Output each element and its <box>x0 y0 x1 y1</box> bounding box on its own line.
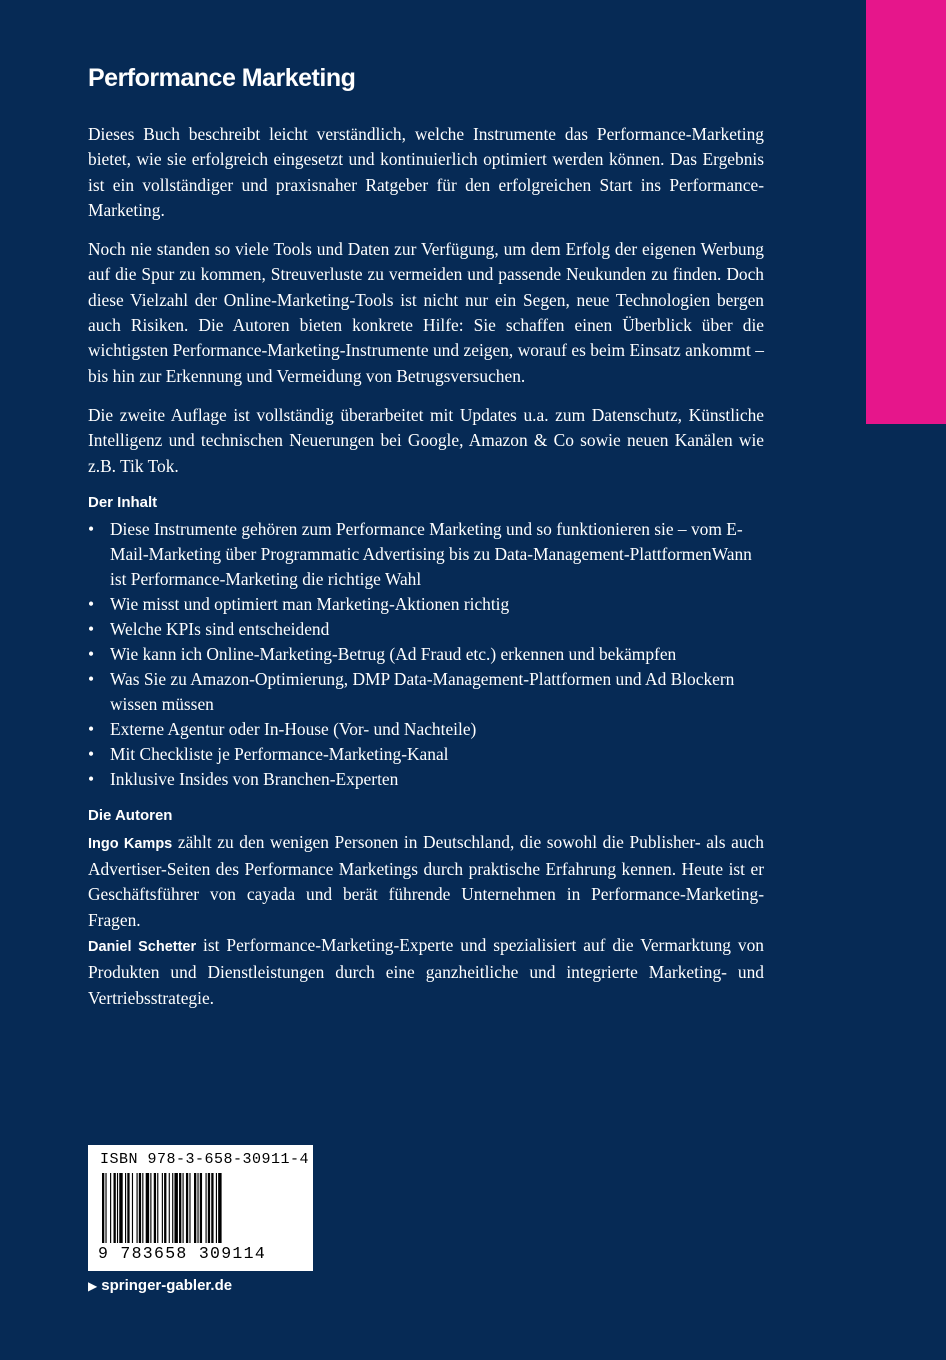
barcode-bar <box>132 1173 133 1243</box>
list-item: • Wie kann ich Online-Marketing-Betrug (Ad Fraud etc.) erkennen und bekämpfen <box>88 642 764 667</box>
barcode-bar <box>164 1173 166 1243</box>
barcode-bar <box>154 1173 156 1243</box>
isbn-barcode <box>88 1145 313 1271</box>
barcode-bar <box>179 1173 181 1243</box>
triangle-arrow-icon: ▶ <box>88 1279 98 1293</box>
barcode-bar <box>102 1173 104 1243</box>
list-item: • Externe Agentur oder In-House (Vor- und Nachteile) <box>88 717 764 742</box>
barcode-bar <box>189 1173 190 1243</box>
barcode-bar <box>162 1173 163 1243</box>
list-item: • Wie misst und optimiert man Marketing-Aktionen richtig <box>88 592 764 617</box>
isbn-label: ISBN 978-3-658-30911-4 <box>100 1151 310 1168</box>
barcode-bar <box>110 1173 111 1243</box>
list-item: • Inklusive Insides von Branchen-Experten <box>88 767 764 792</box>
barcode-bar <box>150 1173 151 1243</box>
back-cover-content <box>88 60 764 1011</box>
barcode-bar <box>174 1173 177 1243</box>
barcode-bar <box>137 1173 138 1243</box>
barcode-bar <box>117 1173 118 1243</box>
author-name: Ingo Kamps <box>88 835 173 852</box>
intro-paragraph-1: Dieses Buch beschreibt leicht verständlich, welche Instrumente das Performance-Marketing bietet, wie sie erfolgreich eingesetzt und kontinuierlich optimiert werden können. Das Ergebnis ist ein vollständiger und praxisnaher Ratgeber für den erfolgreichen Start ins Performance-Marketing. <box>88 124 764 220</box>
barcode-bar <box>169 1173 170 1243</box>
barcode-bar <box>216 1173 217 1243</box>
authors-heading: Die Autoren <box>88 806 173 824</box>
publisher-website <box>88 1276 232 1296</box>
barcode-bar <box>142 1173 143 1243</box>
book-title: Performance Marketing <box>88 64 356 92</box>
barcode-bar <box>157 1173 158 1243</box>
barcode-bar <box>218 1173 221 1243</box>
list-item: • Diese Instrumente gehören zum Performance Marketing und so funktionieren sie – vom E-Mail-Marketing über Programmatic Advertising bis zu Data-Management-PlattformenWann ist Performance-Marketing die richtige Wahl <box>88 517 764 592</box>
intro-paragraph-3: Die zweite Auflage ist vollständig überarbeitet mit Updates u.a. zum Datenschutz, Künstliche Intelligenz und technischen Neuerungen bei Google, Amazon & Co sowie neuen Kanälen wie z.B. Tik Tok. <box>88 404 764 476</box>
barcode-bar <box>125 1173 126 1243</box>
barcode-bar <box>197 1173 198 1243</box>
barcode-bar <box>208 1173 210 1243</box>
barcode-bars-graphic <box>98 1173 303 1245</box>
barcode-bar <box>114 1173 116 1243</box>
barcode-bar <box>194 1173 196 1243</box>
barcode-bar <box>146 1173 149 1243</box>
author-bio-text: ist Performance-Marketing-Experte und spezialisiert auf die Vermarktung von Produkten und Dienstleistungen durch eine ganzheitliche und integrierte Marketing- und Vertriebsstrategie. <box>88 935 764 1008</box>
contents-heading: Der Inhalt <box>88 493 158 511</box>
barcode-bar <box>183 1173 184 1243</box>
website-link-text: springer-gabler.de <box>101 1277 233 1294</box>
barcode-bar <box>211 1173 213 1243</box>
barcode-bar <box>127 1173 129 1243</box>
barcode-bar <box>119 1173 122 1243</box>
barcode-bar <box>172 1173 173 1243</box>
author-bio-kamps <box>88 830 764 933</box>
intro-paragraph-2: Noch nie standen so viele Tools und Daten zur Verfügung, um dem Erfolg der eigenen Werbung auf die Spur zu kommen, Streuverluste zu vermeiden und passende Neukunden zu finden. Doch diese Vielzahl der Online-Marketing-Tools ist nicht nur ein Segen, neue Technologien bergen auch Risiken. Die Autoren bieten konkrete Hilfe: Sie schaffen einen Überblick über die wichtigsten Performance-Marketing-Instrumente und zeigen, worauf es beim Einsatz ankommt – bis hin zur Erkennung und Vermeidung von Betrugsversuchen. <box>88 239 764 386</box>
author-name: Daniel Schetter <box>88 939 197 956</box>
author-bio-schetter <box>88 933 764 1011</box>
barcode-bar <box>206 1173 207 1243</box>
list-item: • Welche KPIs sind entscheidend <box>88 617 764 642</box>
barcode-bar <box>139 1173 141 1243</box>
barcode-bar <box>200 1173 202 1243</box>
author-bio-text: zählt zu den wenigen Personen in Deutschland, die sowohl die Publisher- als auch Advertiser-Seiten des Performance Marketings durch praktische Erfahrung kennen. Heute ist er Geschäftsführer von cayada und berät führende Unternehmen in Performance-Marketing-Fragen. <box>88 831 764 930</box>
contents-list <box>88 517 764 792</box>
magenta-accent-bar <box>866 0 946 424</box>
barcode-bar <box>186 1173 188 1243</box>
barcode-bar <box>105 1173 106 1243</box>
barcode-digits: 9 783658 309114 <box>98 1244 267 1263</box>
list-item: • Was Sie zu Amazon-Optimierung, DMP Data-Management-Plattformen und Ad Blockern wissen müssen <box>88 667 764 717</box>
list-item: • Mit Checkliste je Performance-Marketing-Kanal <box>88 742 764 767</box>
